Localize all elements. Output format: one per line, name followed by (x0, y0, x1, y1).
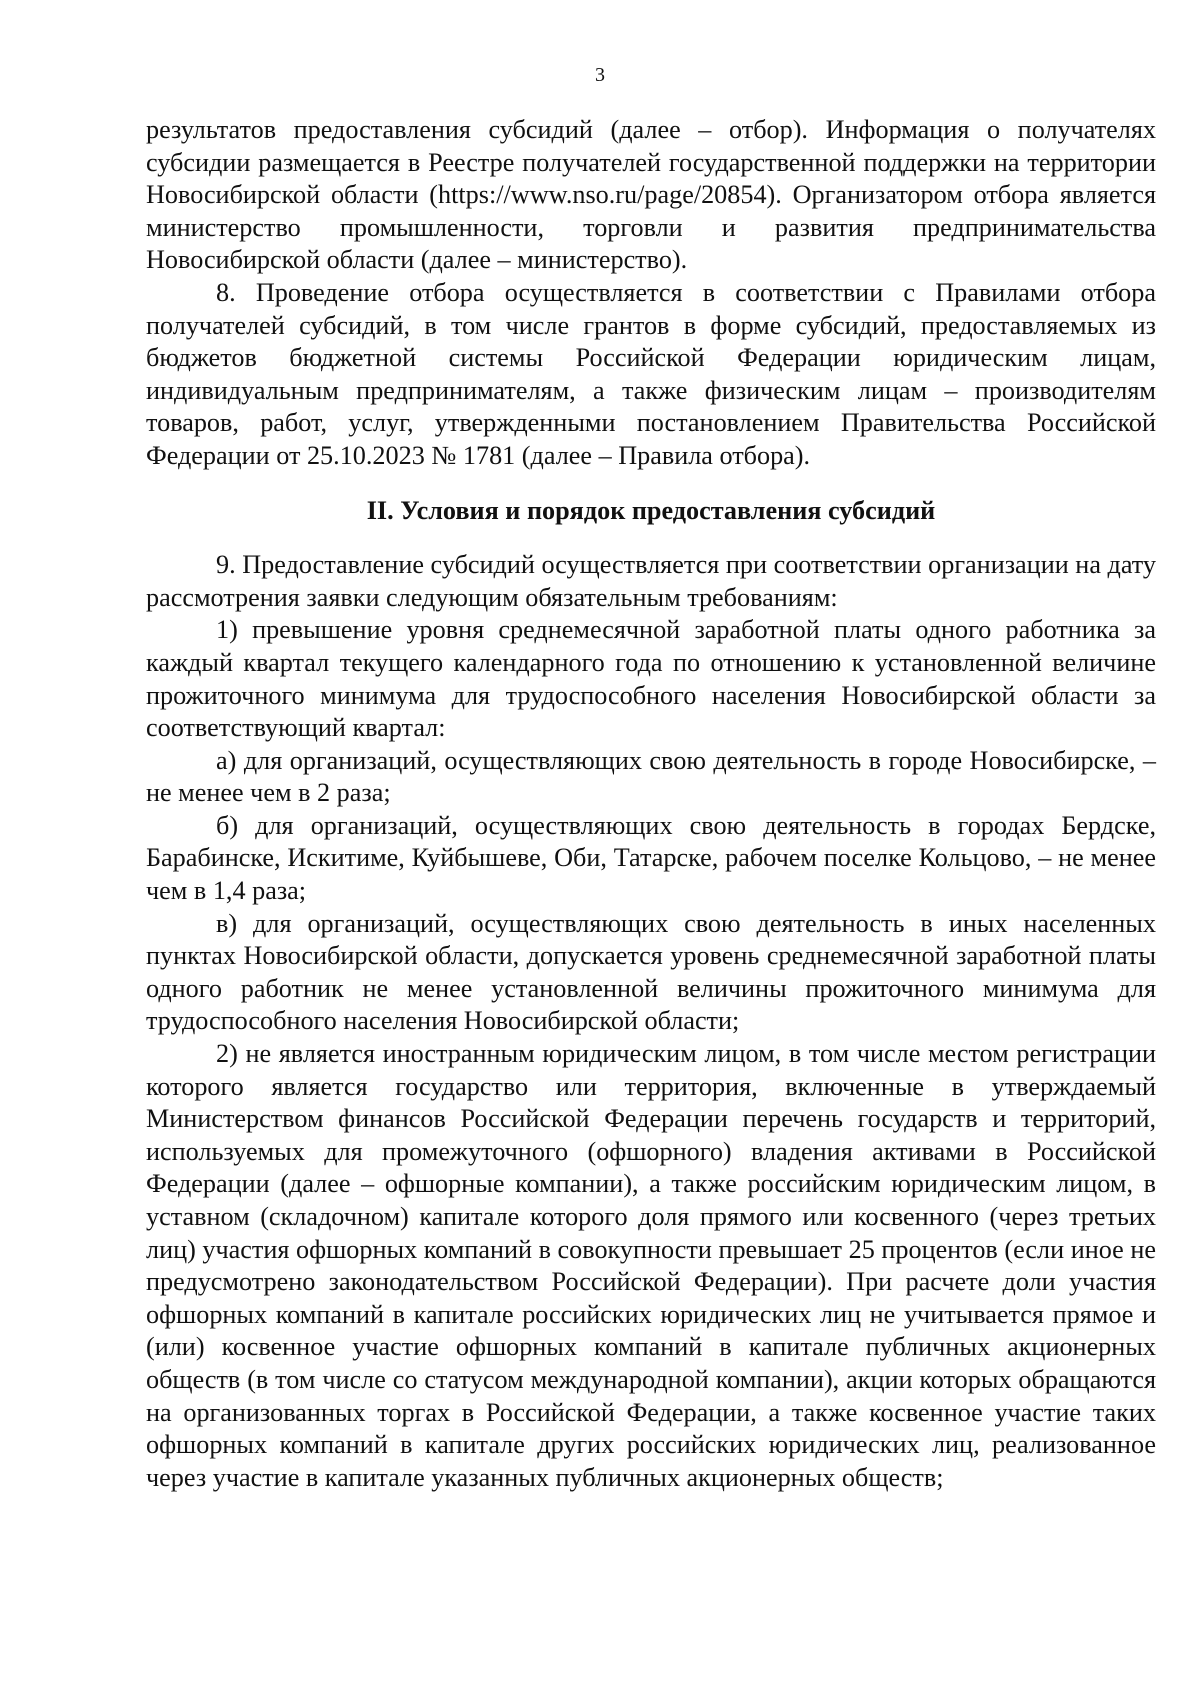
document-body (146, 114, 1156, 1494)
paragraph-item-8: 8. Проведение отбора осуществляется в соответствии с Правилами отбора получателей субсидий, в том числе грантов в форме субсидий, предоставляемых из бюджетов бюджетной системы Российской Федерации юридическим лицам, индивидуальным предпринимателям, а также физическим лицам – производителям товаров, работ, услуг, утвержденными постановлением Правительства Российской Федерации от 25.10.2023 № 1781 (далее – Правила отбора). (146, 277, 1156, 470)
paragraph-continuation: результатов предоставления субсидий (далее – отбор). Информация о получателях субсидии размещается в Реестре получателей государственной поддержки на территории Новосибирской области (https://www.nso.ru/page/20854). Организатором отбора является министерство промышленности, торговли и развития предпринимательства Новосибирской области (далее – министерство). (146, 115, 1156, 275)
section-heading: II. Условия и порядок предоставления субсидий (366, 495, 936, 525)
paragraph-subitem-a: а) для организаций, осуществляющих свою деятельность в городе Новосибирске, – не менее чем в 2 раза; (146, 745, 1156, 808)
paragraph-subitem-2: 2) не является иностранным юридическим лицом, в том числе местом регистрации которого является государство или территория, включенные в утверждаемый Министерством финансов Российской Федерации перечень государств и территорий, используемых для промежуточного (офшорного) владения активами в Российской Федерации (далее – офшорные компании), а также российским юридическим лицом, в уставном (складочном) капитале которого доля прямого или косвенного (через третьих лиц) участия офшорных компаний в совокупности превышает 25 процентов (если иное не предусмотрено законодательством Российской Федерации). При расчете доли участия офшорных компаний в капитале российских юридических лиц не учитывается прямое и (или) косвенное участие офшорных компаний в капитале публичных акционерных обществ (в том числе со статусом международной компании), акции которых обращаются на организованных торгах в Российской Федерации, а также косвенное участие таких офшорных компаний в капитале других российских юридических лиц, реализованное через участие в капитале указанных публичных акционерных обществ; (146, 1039, 1156, 1492)
paragraph-subitem-b: б) для организаций, осуществляющих свою деятельность в городах Бердске, Барабинске, Искитиме, Куйбышеве, Оби, Татарске, рабочем поселке Кольцово, – не менее чем в 1,4 раза; (146, 810, 1156, 906)
paragraph-subitem-v: в) для организаций, осуществляющих свою деятельность в иных населенных пунктах Новосибирской области, допускается уровень среднемесячной заработной платы одного работник не менее установленной величины прожиточного минимума для трудоспособного населения Новосибирской области; (146, 908, 1156, 1036)
paragraph-item-9: 9. Предоставление субсидий осуществляется при соответствии организации на дату рассмотрения заявки следующим обязательным требованиям: (146, 550, 1156, 612)
paragraph-subitem-1: 1) превышение уровня среднемесячной заработной платы одного работника за каждый квартал текущего календарного года по отношению к установленной величине прожиточного минимума для трудоспособного населения Новосибирской области за соответствующий квартал: (146, 615, 1156, 743)
page-number: 3 (595, 64, 605, 86)
